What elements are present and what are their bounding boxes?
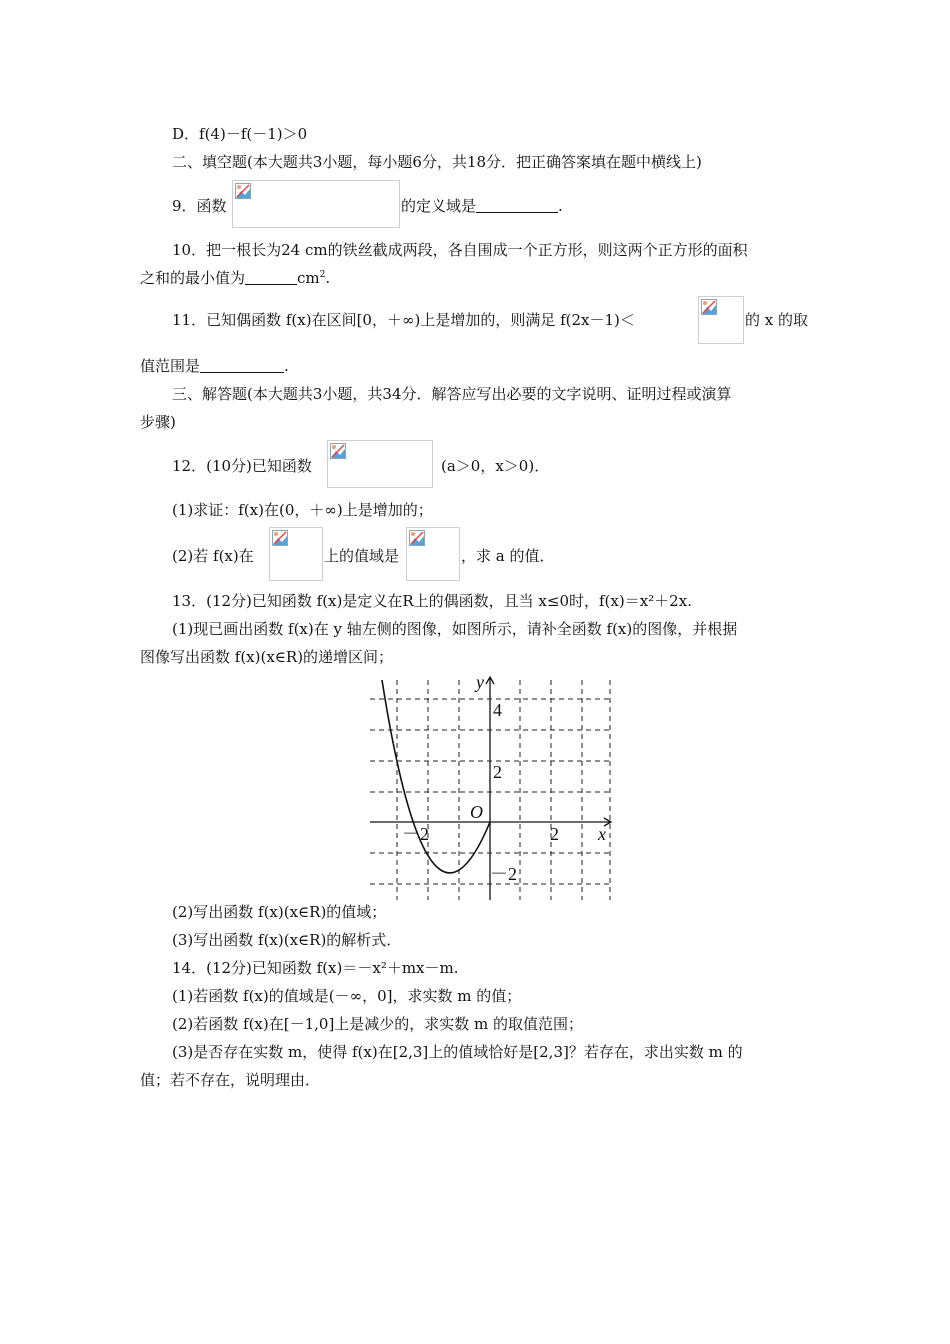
formula-image bbox=[406, 527, 460, 581]
q14-part-1: (1)若函数 f(x)的值域是(－∞，0]，求实数 m 的值； bbox=[172, 987, 522, 1005]
q11-line-1a: 11．已知偶函数 f(x)在区间[0，＋∞)上是增加的，则满足 f(2x－1)＜ bbox=[172, 311, 635, 329]
y-axis-label: y bbox=[476, 672, 484, 692]
q13-part-3: (3)写出函数 f(x)(x∈R)的解析式． bbox=[172, 931, 402, 949]
parabola-curve bbox=[382, 680, 490, 873]
tick-y-neg2: －2 bbox=[490, 864, 517, 884]
q13-part-2: (2)写出函数 f(x)(x∈R)的值域； bbox=[172, 903, 387, 921]
q11-line-1b: 的 x 的取 bbox=[745, 311, 808, 329]
broken-image-icon bbox=[701, 299, 717, 315]
q9-prefix: 9．函数 bbox=[172, 197, 227, 215]
formula-image bbox=[698, 296, 744, 344]
q9-suffix: 的定义域是 . bbox=[401, 197, 563, 215]
q11-line-2: 值范围是 . bbox=[140, 357, 289, 375]
section-2-heading: 二、填空题(本大题共3小题，每小题6分，共18分．把正确答案填在题中横线上) bbox=[172, 153, 702, 171]
q12-prefix: 12．(10分)已知函数 bbox=[172, 457, 312, 475]
function-graph bbox=[360, 672, 620, 904]
q13-part-1b: 图像写出函数 f(x)(x∈R)的递增区间； bbox=[140, 648, 394, 666]
option-d: D．f(4)－f(－1)＞0 bbox=[172, 125, 308, 143]
x-axis-label: x bbox=[598, 824, 606, 844]
origin-label: O bbox=[470, 802, 483, 822]
formula-image bbox=[269, 527, 323, 581]
section-3-heading-1: 三、解答题(本大题共3小题，共34分．解答应写出必要的文字说明、证明过程或演算 bbox=[172, 385, 732, 403]
tick-x-neg2: －2 bbox=[402, 824, 429, 844]
q13-part-1a: (1)现已画出函数 f(x)在 y 轴左侧的图像，如图所示，请补全函数 f(x)的图像，并根据 bbox=[172, 620, 738, 638]
q14-stem: 14．(12分)已知函数 f(x)＝－x²＋mx－m. bbox=[172, 959, 459, 977]
tick-y-2: 2 bbox=[493, 762, 502, 782]
answer-blank bbox=[200, 358, 284, 373]
q12-part-2c: ，求 a 的值． bbox=[461, 547, 555, 565]
broken-image-icon bbox=[409, 530, 425, 546]
formula-image bbox=[232, 180, 400, 228]
q10-line-1: 10．把一根长为24 cm的铁丝截成两段，各自围成一个正方形，则这两个正方形的面积 bbox=[172, 241, 748, 259]
answer-blank bbox=[476, 198, 558, 213]
tick-x-2: 2 bbox=[550, 824, 559, 844]
q10-line-2: 之和的最小值为 $cm^2$. bbox=[140, 269, 331, 287]
broken-image-icon bbox=[272, 530, 288, 546]
q14-part-3b: 值；若不存在，说明理由． bbox=[140, 1071, 321, 1089]
q12-suffix: (a＞0，x＞0)． bbox=[441, 457, 550, 475]
answer-blank bbox=[245, 270, 297, 285]
broken-image-icon bbox=[330, 443, 346, 459]
tick-y-4: 4 bbox=[493, 700, 502, 720]
broken-image-icon bbox=[235, 183, 251, 199]
q12-part-2b: 上的值域是 bbox=[324, 547, 400, 565]
q14-part-2: (2)若函数 f(x)在[－1,0]上是减少的，求实数 m 的取值范围； bbox=[172, 1015, 584, 1033]
formula-image bbox=[327, 440, 433, 488]
section-3-heading-2: 步骤) bbox=[140, 413, 176, 431]
q12-part-1: (1)求证：f(x)在(0，＋∞)上是增加的； bbox=[172, 501, 433, 519]
q14-part-3a: (3)是否存在实数 m，使得 f(x)在[2,3]上的值域恰好是[2,3]？若存在，求出实数 m 的 bbox=[172, 1043, 743, 1061]
q12-part-2a: (2)若 f(x)在 bbox=[172, 547, 254, 565]
q13-stem: 13．(12分)已知函数 f(x)是定义在R上的偶函数，且当 x≤0时，f(x)＝x²＋2x. bbox=[172, 592, 692, 610]
